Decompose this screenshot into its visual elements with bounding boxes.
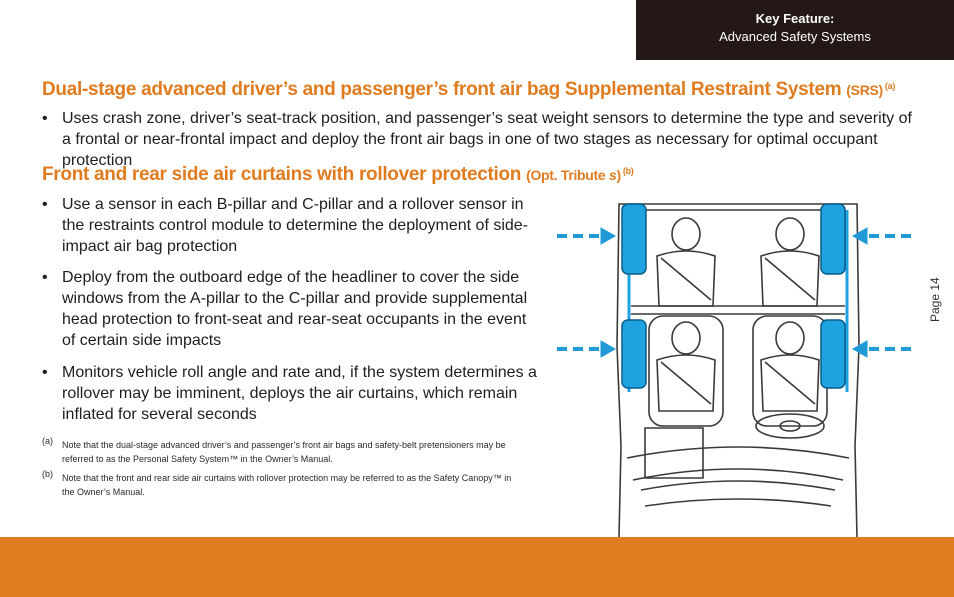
footnote-b bbox=[42, 471, 522, 499]
front-right-air-curtain bbox=[821, 320, 845, 388]
heading-air-curtains-text: Front and rear side air curtains with rollover protection bbox=[42, 164, 522, 185]
bullet-mark: • bbox=[42, 269, 48, 286]
heading-option-end: ) bbox=[616, 167, 621, 183]
page-number-text: Page 14 bbox=[928, 277, 942, 322]
key-feature-box bbox=[636, 0, 954, 60]
windshield bbox=[641, 481, 835, 490]
heading-srs-text: Dual-stage advanced driver’s and passenger’s front air bag Supplemental Restraint System bbox=[42, 79, 842, 100]
impact-arrow-left-rear bbox=[557, 228, 615, 244]
key-feature-value: Advanced Safety Systems bbox=[719, 29, 871, 44]
bullet-rollover bbox=[42, 362, 542, 425]
footnote-mark: (b) bbox=[42, 469, 53, 479]
bullet-mark: • bbox=[42, 196, 48, 213]
rear-left-air-curtain bbox=[622, 204, 646, 274]
seat-belt bbox=[661, 258, 815, 404]
bullet-sensors bbox=[42, 194, 542, 257]
bullet-srs bbox=[42, 108, 922, 171]
bullet-text: Deploy from the outboard edge of the headliner to cover the side windows from the A-pillar to the C-pillar and provide supplemental head protection to front-seat and rear-seat occupants in the event of certain side impacts bbox=[62, 269, 528, 349]
footnote-a bbox=[42, 438, 522, 466]
bullet-mark: • bbox=[42, 110, 48, 127]
footnote-text: Note that the front and rear side air curtains with rollover protection may be referred to as the Safety Canopy™ in the Owner’s Manual. bbox=[62, 473, 512, 497]
page-number bbox=[920, 272, 950, 322]
hood-line bbox=[645, 499, 831, 506]
heading-srs-ref: (a) bbox=[884, 81, 896, 91]
vehicle-airbag-diagram bbox=[553, 196, 915, 537]
front-seat-right bbox=[753, 316, 827, 426]
bullet-text: Use a sensor in each B-pillar and C-pillar and a rollover sensor in the restraints control module to determine the deployment of side-impact air bag protection bbox=[62, 196, 529, 255]
occupant-head bbox=[672, 322, 700, 354]
heading-srs bbox=[42, 79, 895, 101]
heading-option-trim: s bbox=[609, 167, 617, 183]
front-seat-left bbox=[649, 316, 723, 426]
occupant-head bbox=[776, 218, 804, 250]
heading-srs-abbrev: (SRS) bbox=[846, 82, 883, 98]
key-feature-label: Key Feature: bbox=[755, 11, 835, 26]
heading-air-curtains bbox=[42, 164, 633, 186]
impact-arrow-right-front bbox=[853, 341, 911, 357]
dashboard bbox=[627, 447, 849, 458]
footnote-mark: (a) bbox=[42, 436, 53, 446]
occupant-head bbox=[672, 218, 700, 250]
impact-arrow-right-rear bbox=[853, 228, 911, 244]
bullet-text: Monitors vehicle roll angle and rate and, if the system determines a rollover may be imminent, deploys the air curtains, which remain inflated for several seconds bbox=[62, 364, 537, 423]
rear-right-air-curtain bbox=[821, 204, 845, 274]
bullet-deploy bbox=[42, 267, 542, 351]
rear-seat-bench bbox=[631, 306, 845, 314]
front-left-air-curtain bbox=[622, 320, 646, 388]
impact-arrow-left-front bbox=[557, 341, 615, 357]
footer-bar bbox=[0, 537, 954, 597]
heading-air-curtains-ref: (b) bbox=[622, 166, 634, 176]
footnote-text: Note that the dual-stage advanced driver’s and passenger’s front air bags and safety-belt pretensioners may be referred to as the Personal Safety System™ in the Owner’s Manual. bbox=[62, 440, 506, 464]
occupant-head bbox=[776, 322, 804, 354]
bullet-mark: • bbox=[42, 364, 48, 381]
heading-option: (Opt. Tribute bbox=[526, 167, 609, 183]
bullet-text: Uses crash zone, driver’s seat-track position, and passenger’s seat weight sensors to determine the type and severity of a frontal or near-frontal impact and deploy the front air bags in one of two stages as necessary for optimal occupant protection bbox=[62, 110, 912, 169]
